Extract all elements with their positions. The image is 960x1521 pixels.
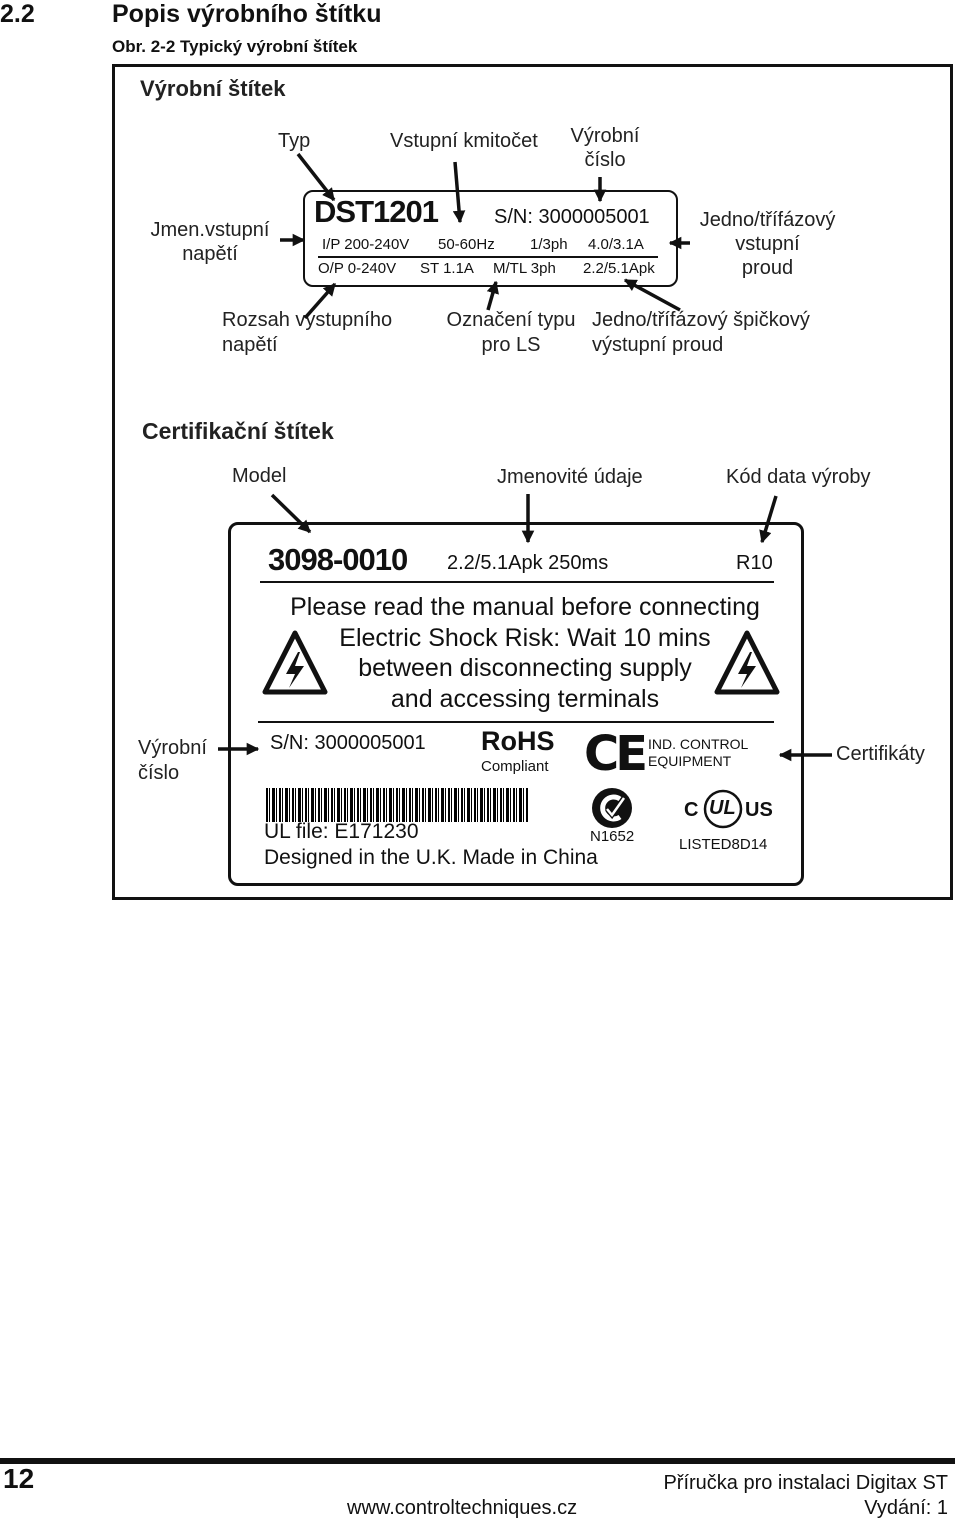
warning-line: Please read the manual before connecting (290, 593, 760, 621)
c-tick-icon (590, 786, 634, 830)
plate-ls-type: ST 1.1A (420, 260, 474, 277)
callout-oznaceni-typu: Označení typu pro LS (446, 309, 576, 356)
plate-phases: 1/3ph (530, 236, 568, 253)
plate-ls-type-2: M/TL 3ph (493, 260, 556, 277)
plate-serial: S/N: 3000005001 (494, 206, 650, 228)
callout-jmenovite-udaje: Jmenovité údaje (497, 466, 643, 488)
rohs-compliant: Compliant (481, 758, 549, 775)
callout-jmen-vstupni-napeti: Jmen.vstupní napětí (150, 219, 270, 265)
warning-triangle-icon (262, 630, 328, 696)
rating-label-title: Výrobní štítek (140, 76, 286, 101)
approval-rating: 2.2/5.1Apk 250ms (447, 552, 609, 574)
footer-url: www.controltechniques.cz (347, 1497, 578, 1519)
ul-us: US (745, 799, 773, 821)
callout-certifikaty: Certifikáty (836, 743, 925, 765)
figure-caption: Obr. 2-2 Typický výrobní štítek (112, 37, 358, 56)
ce-mark-icon: CE (584, 726, 645, 782)
ind-control-equipment: IND. CONTROL EQUIPMENT (648, 736, 749, 769)
plate-input-voltage: I/P 200-240V (322, 236, 410, 253)
warning-triangle-icon (714, 630, 780, 696)
section-number: 2.2 (0, 0, 35, 28)
warning-line: and accessing terminals (390, 684, 660, 713)
plate-input-current: 4.0/3.1A (588, 236, 644, 253)
barcode (266, 788, 528, 822)
callout-typ: Typ (278, 130, 311, 152)
approval-label-title: Certifikační štítek (142, 418, 334, 444)
page-number: 12 (3, 1463, 35, 1494)
callout-spickovy-proud: Jedno/třífázový špičkový výstupní proud (592, 309, 810, 356)
callout-kod-data-vyroby: Kód data výroby (726, 466, 871, 488)
rohs-logo: RoHS (481, 726, 555, 756)
plate-model: DST1201 (314, 194, 438, 229)
approval-serial: S/N: 3000005001 (270, 732, 426, 754)
plate-output-voltage: O/P 0-240V (318, 260, 397, 277)
approval-model: 3098-0010 (268, 542, 408, 577)
approval-date-code: R10 (736, 552, 773, 574)
approval-divider-bottom (258, 721, 774, 723)
callout-vstupni-kmitocet: Vstupní kmitočet (390, 130, 538, 152)
callout-vyrobni-cislo-2: Výrobní číslo (138, 737, 207, 784)
approval-divider-top (260, 581, 774, 583)
made-in: Designed in the U.K. Made in China (264, 846, 598, 869)
ctick-code: N1652 (590, 828, 635, 845)
edition: Vydání: 1 (864, 1497, 948, 1519)
warning-text (262, 592, 788, 714)
manual-title: Příručka pro instalaci Digitax ST (663, 1472, 948, 1494)
warning-line: between disconnecting supply (358, 654, 692, 682)
callout-rozsah-vystupniho-napeti: Rozsah výstupního napětí (222, 309, 393, 356)
plate-divider (318, 256, 658, 258)
ul-listed: LISTED8D14 (679, 836, 768, 853)
warning-line: Electric Shock Risk: Wait 10 mins (339, 623, 711, 652)
ul-c: C (684, 799, 699, 821)
callout-vyrobni-cislo: Výrobní číslo (570, 125, 640, 171)
callout-vstupni-proud: Jedno/třífázový vstupní proud (699, 209, 836, 279)
ul-file: UL file: E171230 (264, 820, 419, 843)
plate-output-current: 2.2/5.1Apk (583, 260, 655, 277)
section-title: Popis výrobního štítku (112, 0, 382, 28)
callout-model: Model (232, 465, 287, 487)
ul-mark: UL (709, 797, 736, 819)
plate-frequency: 50-60Hz (438, 236, 495, 253)
footer-rule (0, 1458, 955, 1464)
